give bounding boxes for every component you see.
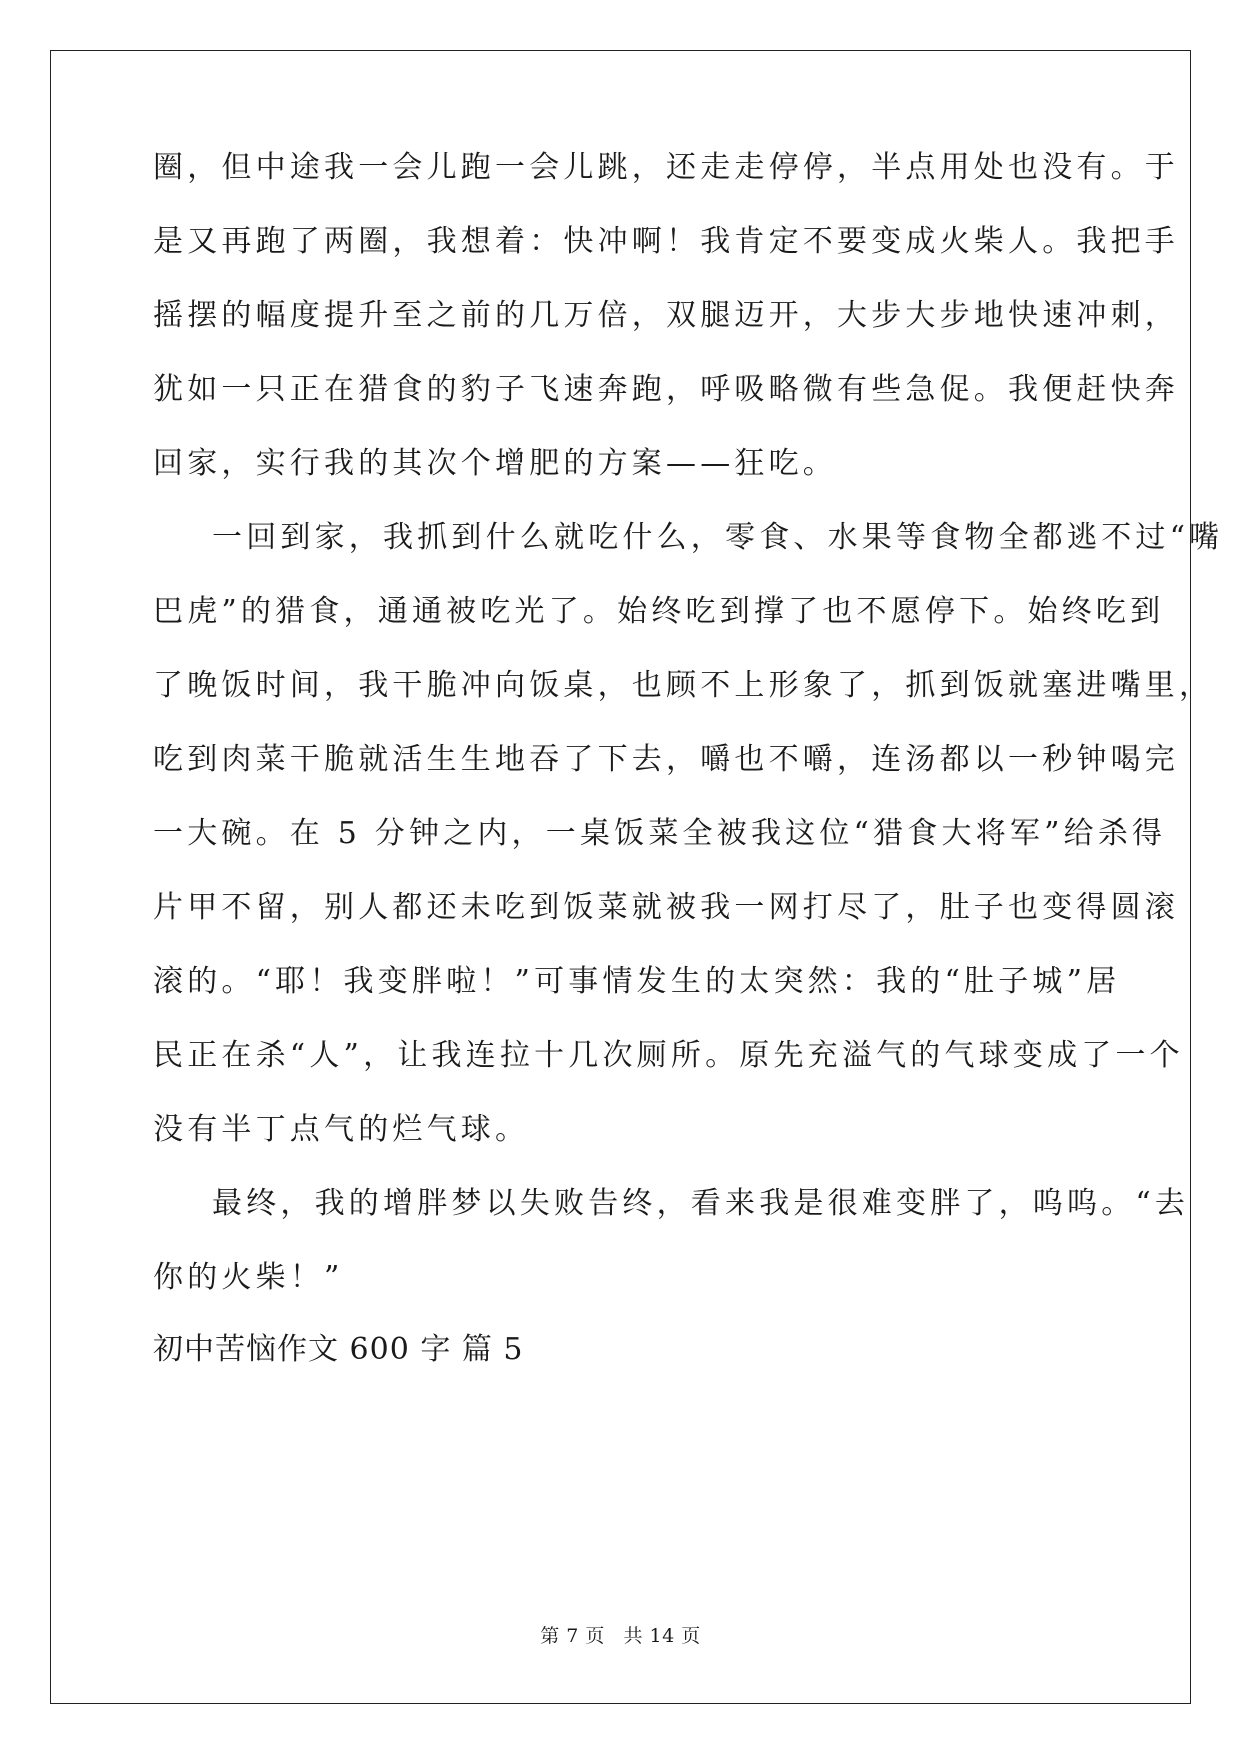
paragraph-line: 片甲不留，别人都还未吃到饭菜就被我一网打尽了，肚子也变得圆滚 <box>153 890 1179 925</box>
paragraph-line: 了晚饭时间，我干脆冲向饭桌，也顾不上形象了，抓到饭就塞进嘴里， <box>153 668 1214 703</box>
page-footer <box>0 1624 1241 1648</box>
paragraph-line: 滚的。“耶！我变胖啦！”可事情发生的太突然：我的“肚子城”居 <box>153 964 1121 999</box>
paragraph-line: 是又再跑了两圈，我想着：快冲啊！我肯定不要变成火柴人。我把手 <box>153 224 1179 259</box>
page-total: 共 14 页 <box>623 1625 701 1647</box>
paragraph-line: 巴虎”的猎食，通通被吃光了。始终吃到撑了也不愿停下。始终吃到 <box>153 594 1165 629</box>
paragraph-line: 一大碗。在 5 分钟之内，一桌饭菜全被我这位“猎食大将军”给杀得 <box>153 816 1167 851</box>
paragraph-line: 摇摆的幅度提升至之前的几万倍，双腿迈开，大步大步地快速冲刺， <box>153 298 1179 333</box>
paragraph-line: 圈，但中途我一会儿跑一会儿跳，还走走停停，半点用处也没有。于 <box>153 150 1179 185</box>
paragraph-line: 回家，实行我的其次个增肥的方案——狂吃。 <box>153 446 837 481</box>
paragraph-line: 民正在杀“人”，让我连拉十几次厕所。原先充溢气的气球变成了一个 <box>153 1038 1184 1073</box>
paragraph-line: 没有半丁点气的烂气球。 <box>153 1112 530 1147</box>
paragraph-line: 最终，我的增胖梦以失败告终，看来我是很难变胖了，呜呜。“去 <box>212 1186 1190 1221</box>
paragraph-line: 你的火柴！” <box>153 1260 344 1295</box>
paragraph-line: 一回到家，我抓到什么就吃什么，零食、水果等食物全都逃不过“嘴 <box>212 520 1224 555</box>
page-number: 第 7 页 <box>540 1625 605 1647</box>
paragraph-line: 吃到肉菜干脆就活生生地吞了下去，嚼也不嚼，连汤都以一秒钟喝完 <box>153 742 1179 777</box>
paragraph-line: 犹如一只正在猎食的豹子飞速奔跑，呼吸略微有些急促。我便赶快奔 <box>153 372 1179 407</box>
section-heading: 初中苦恼作文 600 字 篇 5 <box>153 1332 524 1367</box>
